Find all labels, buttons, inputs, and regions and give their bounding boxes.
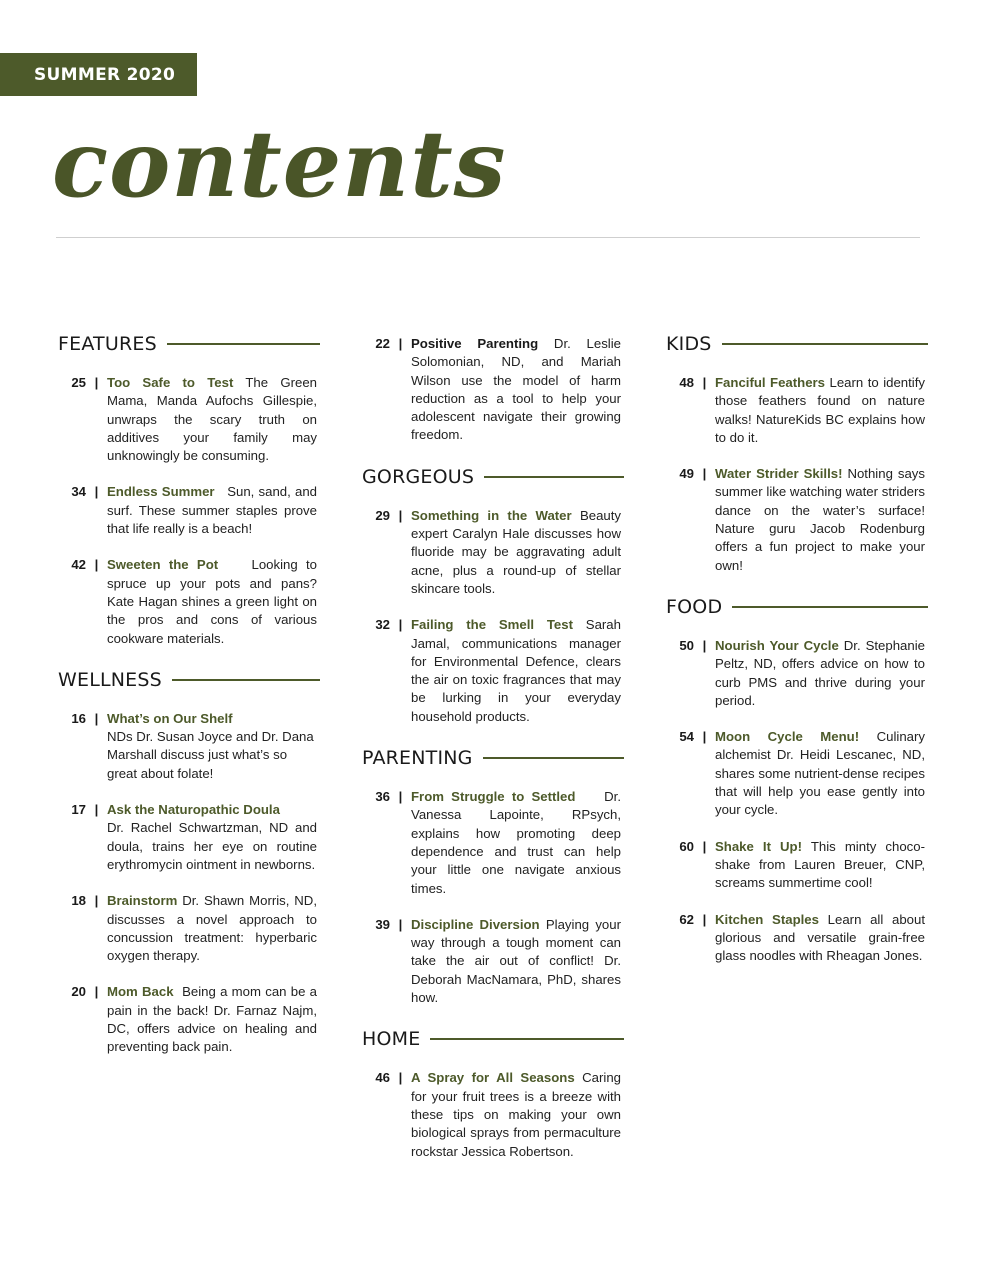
- entry-description: Beauty expert Caralyn Hale discusses how fluoride may be aggravating adult acne, plus a round-up of stellar skincare tools.: [411, 507, 621, 596]
- page-number: 49: [679, 466, 694, 482]
- entry-description: Learn to identify those feathers found on nature walks! NatureKids BC explains how to do it.: [715, 375, 925, 445]
- entry-headline[interactable]: Fanciful Feathers: [715, 375, 826, 390]
- toc-entry[interactable]: 62 | Kitchen Staples Learn all about glorious and versatile grain-free glass noodles with Rheagan Jones.: [666, 911, 928, 966]
- entry-description: NDs Dr. Susan Joyce and Dr. Dana Marshall discuss just what’s so great about folate!: [107, 729, 314, 781]
- section-title: FEATURES: [58, 333, 157, 355]
- issue-label: SUMMER 2020: [0, 53, 197, 96]
- entry-headline[interactable]: Nourish Your Cycle: [715, 637, 839, 653]
- entry-headline[interactable]: Too Safe to Test: [107, 375, 234, 390]
- page-number: 20: [71, 984, 86, 1000]
- toc-entry[interactable]: 42 | Sweeten the Pot Looking to spruce up your pots and pans? Kate Hagan shines a green light on the pros and cons of various cookware materials.: [58, 556, 320, 647]
- toc-entry[interactable]: 54 | Moon Cycle Menu! Culinary alchemist Dr. Heidi Lescanec, ND, shares some nutrient-dense recipes that will help you ease gently into your cycle.: [666, 728, 928, 819]
- entry-headline[interactable]: Endless Summer: [107, 484, 215, 500]
- page-number: 54: [679, 729, 694, 745]
- toc-entry[interactable]: 16 | What’s on Our Shelf NDs Dr. Susan Joyce and Dr. Dana Marshall discuss just what’s so great about folate!: [58, 710, 320, 783]
- entry-headline[interactable]: Positive Parenting: [411, 336, 539, 351]
- entry-headline[interactable]: Ask the Naturopathic Doula: [107, 802, 280, 818]
- section-wellness-continued: [362, 335, 624, 445]
- entry-description: Sun, sand, and surf. These summer staples prove that life really is a beach!: [107, 484, 317, 537]
- section-title: HOME: [362, 1028, 421, 1051]
- entry-headline[interactable]: Kitchen Staples: [715, 911, 819, 927]
- section-rule: [484, 476, 624, 478]
- entry-headline[interactable]: Failing the Smell Test: [411, 617, 573, 633]
- entry-headline[interactable]: A Spray for All Seasons: [411, 1070, 575, 1086]
- page-number: 17: [71, 802, 86, 818]
- toc-entry[interactable]: 25 | Too Safe to Test The Green Mama, Manda Aufochs Gillespie, unwraps the scary truth on additives your family may unknowingly be consuming.: [58, 374, 320, 465]
- section-title: GORGEOUS: [362, 465, 475, 488]
- entry-headline[interactable]: Discipline Diversion: [411, 916, 540, 932]
- column-2: [362, 330, 624, 1179]
- toc-entry[interactable]: 17 | Ask the Naturopathic Doula Dr. Rachel Schwartzman, ND and doula, trains her eye on routine erythromycin ointment in newborns.: [58, 801, 320, 874]
- title-divider: [56, 237, 920, 238]
- toc-entry[interactable]: 50 | Nourish Your Cycle Dr. Stephanie Peltz, ND, offers advice on how to curb PMS and thrive during your period.: [666, 637, 928, 710]
- toc-entry[interactable]: 32 | Failing the Smell Test Sarah Jamal, communications manager for Environmental Defence, clears the air on toxic fragrances that may be lurking in your everyday household products.: [362, 616, 624, 726]
- section-rule: [732, 606, 928, 608]
- toc-entry[interactable]: 36 | From Struggle to Settled Dr. Vanessa Lapointe, RPsych, explains how promoting deep dependence and trust can help your little one navigate anxious times.: [362, 788, 624, 898]
- page-number: 62: [679, 911, 694, 927]
- entry-description: Playing your way through a tough moment can take the air out of conflict! Dr. Deborah MacNamara, PhD, shares how.: [411, 916, 621, 1006]
- section-title: FOOD: [666, 595, 723, 618]
- entry-description: Sarah Jamal, communications manager for Environmental Defence, clears the air on toxic fragrances that may be lurking in your everyday household products.: [411, 617, 621, 724]
- section-home: [362, 1025, 624, 1160]
- column-3: [666, 330, 928, 983]
- entry-headline[interactable]: Sweeten the Pot: [107, 557, 219, 573]
- entry-description: Caring for your fruit trees is a breeze with these tips on making your own biological sprays from permaculture rockstar Jessica Robertson.: [411, 1070, 621, 1159]
- entry-description: This minty choco-shake from Lauren Breuer, CNP, screams summertime cool!: [715, 838, 925, 891]
- entry-description: Being a mom can be a pain in the back! Dr. Farnaz Najm, DC, offers advice on healing and preventing back pain.: [107, 984, 317, 1055]
- entry-description: Dr. Shawn Morris, ND, discusses a novel approach to concussion treatment: hyperbaric oxygen therapy.: [107, 893, 317, 964]
- entry-headline[interactable]: Mom Back: [107, 984, 174, 1000]
- entry-description: Culinary alchemist Dr. Heidi Lescanec, ND, shares some nutrient-dense recipes that will help you ease gently into your cycle.: [715, 729, 925, 818]
- section-food: [666, 593, 928, 965]
- page-number: 16: [71, 710, 86, 726]
- toc-entry[interactable]: 18 | Brainstorm Dr. Shawn Morris, ND, discusses a novel approach to concussion treatment: hyperbaric oxygen therapy.: [58, 892, 320, 965]
- entry-description: Dr. Leslie Solomonian, ND, and Mariah Wilson use the model of harm reduction as a tool to help your adolescent navigate their growing freedom.: [411, 336, 621, 443]
- page-number: 29: [375, 507, 390, 523]
- entry-headline[interactable]: Water Strider Skills!: [715, 466, 843, 482]
- entry-headline[interactable]: Brainstorm: [107, 893, 178, 909]
- section-wellness: [58, 666, 320, 1057]
- entry-description: Looking to spruce up your pots and pans? Kate Hagan shines a green light on the pros and cons of various cookware materials.: [107, 557, 318, 646]
- page-number: 18: [71, 893, 86, 909]
- entry-description: Nothing says summer like watching water striders dance on the water’s surface! Nature guru Jacob Rodenburg offers a fun project to make your own!: [715, 466, 925, 573]
- section-features: [58, 330, 320, 648]
- entry-description: The Green Mama, Manda Aufochs Gillespie, unwraps the scary truth on additives your family may unknowingly be consuming.: [107, 375, 317, 464]
- entry-description: Dr. Stephanie Peltz, ND, offers advice on how to curb PMS and thrive during your period.: [715, 637, 925, 708]
- entry-headline[interactable]: Something in the Water: [411, 507, 572, 523]
- page-number: 25: [71, 375, 86, 390]
- section-title: PARENTING: [362, 747, 473, 770]
- toc-entry[interactable]: 60 | Shake It Up! This minty choco-shake from Lauren Breuer, CNP, screams summertime cool!: [666, 838, 928, 893]
- page-number: 36: [375, 789, 390, 805]
- toc-entry[interactable]: 20 | Mom Back Being a mom can be a pain in the back! Dr. Farnaz Najm, DC, offers advice on healing and preventing back pain.: [58, 983, 320, 1056]
- page-number: 60: [679, 838, 694, 854]
- page-number: 48: [679, 375, 694, 390]
- page-number: 42: [71, 557, 86, 573]
- toc-entry[interactable]: 39 | Discipline Diversion Playing your way through a tough moment can take the air out of conflict! Dr. Deborah MacNamara, PhD, shares how.: [362, 916, 624, 1007]
- toc-entry[interactable]: 29 | Something in the Water Beauty expert Caralyn Hale discusses how fluoride may be aggravating adult acne, plus a round-up of stellar skincare tools.: [362, 507, 624, 598]
- entry-description: Dr. Vanessa Lapointe, RPsych, explains how promoting deep dependence and trust can help your little one navigate anxious times.: [411, 789, 622, 896]
- page-number: 32: [375, 617, 390, 633]
- section-rule: [172, 679, 320, 681]
- section-rule: [722, 343, 928, 345]
- page-number: 39: [375, 916, 390, 932]
- entry-headline[interactable]: Moon Cycle Menu!: [715, 729, 860, 745]
- section-kids: [666, 330, 928, 575]
- page-number: 34: [71, 484, 86, 500]
- section-rule: [430, 1038, 624, 1040]
- page-number: 46: [375, 1070, 390, 1086]
- toc-entry[interactable]: 48 | Fanciful Feathers Learn to identify those feathers found on nature walks! NatureKids BC explains how to do it.: [666, 374, 928, 447]
- entry-description: Learn all about glorious and versatile grain-free glass noodles with Rheagan Jones.: [715, 911, 925, 964]
- toc-entry[interactable]: 46 | A Spray for All Seasons Caring for your fruit trees is a breeze with these tips on making your own biological sprays from permaculture rockstar Jessica Robertson.: [362, 1069, 624, 1160]
- entry-headline[interactable]: From Struggle to Settled: [411, 789, 576, 805]
- entry-description: Dr. Rachel Schwartzman, ND and doula, trains her eye on routine erythromycin ointment in newborns.: [107, 820, 317, 872]
- section-gorgeous: [362, 463, 624, 726]
- section-title: KIDS: [666, 333, 712, 355]
- page-number: 50: [679, 637, 694, 653]
- page-number: 22: [375, 336, 390, 351]
- section-rule: [483, 757, 624, 759]
- entry-headline[interactable]: What’s on Our Shelf: [107, 710, 233, 726]
- toc-entry[interactable]: 34 | Endless Summer Sun, sand, and surf. These summer staples prove that life really is a beach!: [58, 483, 320, 538]
- toc-entry[interactable]: 49 | Water Strider Skills! Nothing says summer like watching water striders dance on the water’s surface! Nature guru Jacob Rodenburg offers a fun project to make your own!: [666, 465, 928, 575]
- section-rule: [167, 343, 320, 345]
- toc-entry[interactable]: 22 | Positive Parenting Dr. Leslie Solomonian, ND, and Mariah Wilson use the model of harm reduction as a tool to help your adolescent navigate their growing freedom.: [362, 335, 624, 445]
- section-title: WELLNESS: [58, 668, 162, 691]
- column-1: [58, 330, 320, 1075]
- entry-headline[interactable]: Shake It Up!: [715, 838, 803, 854]
- section-parenting: [362, 744, 624, 1007]
- page-title: contents: [52, 110, 507, 218]
